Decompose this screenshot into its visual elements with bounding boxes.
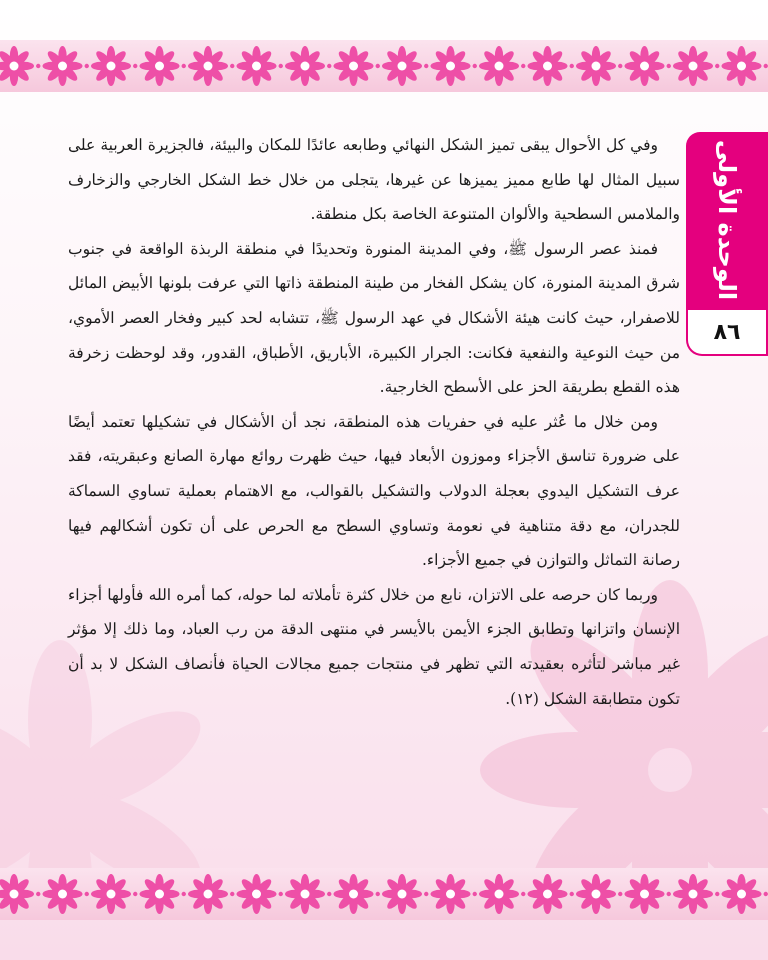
pink-flower-icon (285, 46, 325, 86)
pink-flower-icon (188, 874, 228, 914)
pink-flower-icon (479, 46, 519, 86)
border-dot (230, 64, 234, 68)
page-number: ٨٦ (713, 319, 741, 345)
border-dot (424, 892, 428, 896)
border-dot (521, 64, 525, 68)
pink-flower-icon (0, 874, 34, 914)
border-dot (85, 64, 89, 68)
pink-flower-icon (382, 46, 422, 86)
pink-flower-icon (576, 46, 616, 86)
main-text (68, 128, 680, 716)
border-dot (473, 892, 477, 896)
border-dot (473, 64, 477, 68)
flower-border-top (0, 40, 768, 92)
unit-side-tab (686, 132, 768, 360)
pink-flower-icon (285, 874, 325, 914)
pink-flower-icon (140, 874, 180, 914)
pink-flower-icon (528, 874, 568, 914)
unit-title: الوحدة الأولى (713, 139, 741, 301)
border-dot (715, 64, 719, 68)
border-dot (279, 64, 283, 68)
border-dot (715, 892, 719, 896)
pink-flower-icon (625, 874, 665, 914)
border-dot (376, 64, 380, 68)
pink-flower-icon (382, 874, 422, 914)
border-dot (667, 64, 671, 68)
border-dot (36, 892, 40, 896)
border-dot (618, 64, 622, 68)
border-dot (618, 892, 622, 896)
paragraph-2: فمنذ عصر الرسول ﷺ، وفي المدينة المنورة وتحديدًا في منطقة الربذة الواقعة في جنوب شرق المدينة المنورة، كان يشكل الفخار من طينة المنطقة ذاتها التي عرفت بلونها الأبيض المائل للاصفرار، حيث كانت هيئة الأشكال في عهد الرسول ﷺ، تتشابه لحد كبير وفخار العصر الأموي، من حيث النوعية والنفعية فكانت: الجرار الكبيرة، الأباريق، الأطباق، القدور، وقد لوحظت زخرفة هذه القطع بطريقة الحز على الأسطح الخارجية. (68, 239, 680, 397)
pink-flower-icon (722, 874, 762, 914)
border-dot (764, 64, 768, 68)
border-dot (230, 892, 234, 896)
border-dot (667, 892, 671, 896)
pink-flower-icon (188, 46, 228, 86)
pink-flower-icon (334, 46, 374, 86)
border-dot (279, 892, 283, 896)
paragraph-4: وربما كان حرصه على الاتزان، نابع من خلال كثرة تأملاته لما حوله، كما أمره الله فأولها أجزاء الإنسان واتزانها وتطابق الجزء الأيمن بالأيسر في منتهى الدقة من رب العباد، وما ذلك إلا مؤثر غير مباشر لتأثره بعقيدته التي تظهر في منتجات جميع مجالات الحياة فأنصاف الشكل لا بد أن تكون متطابقة الشكل (١٢). (68, 585, 680, 708)
pink-flower-icon (43, 46, 83, 86)
pink-flower-icon (334, 874, 374, 914)
border-dot (570, 64, 574, 68)
border-dot (521, 892, 525, 896)
border-dot (327, 892, 331, 896)
flower-border-bottom (0, 868, 768, 920)
pink-flower-icon (140, 46, 180, 86)
pink-flower-icon (237, 874, 277, 914)
page-number-box (686, 310, 768, 356)
border-dot (133, 64, 137, 68)
border-dot (327, 64, 331, 68)
pink-flower-icon (431, 874, 471, 914)
border-dot (376, 892, 380, 896)
pink-flower-icon (625, 46, 665, 86)
pink-flower-icon (479, 874, 519, 914)
pink-flower-icon (431, 46, 471, 86)
paragraph-3: ومن خلال ما عُثر عليه في حفريات هذه المنطقة، نجد أن الأشكال في تشكيلها تعتمد أيضًا على ضرورة تناسق الأجزاء وموزون الأبعاد فيها، حيث ظهرت روائع مهارة الصانع وعبقريته، فقد عرف التشكيل اليدوي بعجلة الدولاب والتشكيل بالقوالب، مع الاهتمام بعملية تساوي السماكة للجدران، مع دقة متناهية في نعومة وتساوي السطح مع الحرص على أن تكون أشكالهم فيها رصانة التماثل والتوازن في جميع الأجزاء. (68, 412, 680, 570)
border-dot (570, 892, 574, 896)
pink-flower-icon (237, 46, 277, 86)
pink-flower-icon (673, 46, 713, 86)
border-dot (36, 64, 40, 68)
pink-flower-icon (673, 874, 713, 914)
pink-flower-icon (528, 46, 568, 86)
pink-flower-icon (43, 874, 83, 914)
pink-flower-icon (0, 46, 34, 86)
pink-flower-icon (91, 46, 131, 86)
pink-flower-icon (91, 874, 131, 914)
border-dot (764, 892, 768, 896)
pink-flower-icon (576, 874, 616, 914)
border-dot (182, 892, 186, 896)
border-dot (85, 892, 89, 896)
border-dot (133, 892, 137, 896)
border-dot (424, 64, 428, 68)
pink-flower-icon (722, 46, 762, 86)
border-dot (182, 64, 186, 68)
paragraph-1: وفي كل الأحوال يبقى تميز الشكل النهائي وطابعه عائدًا للمكان والبيئة، فالجزيرة العربية على سبيل المثال لها طابع مميز يميزها عن غيرها، يتجلى من خلال خط الشكل الخارجي والزخارف والملامس السطحية والألوان المتنوعة الخاصة بكل منطقة. (68, 136, 680, 224)
